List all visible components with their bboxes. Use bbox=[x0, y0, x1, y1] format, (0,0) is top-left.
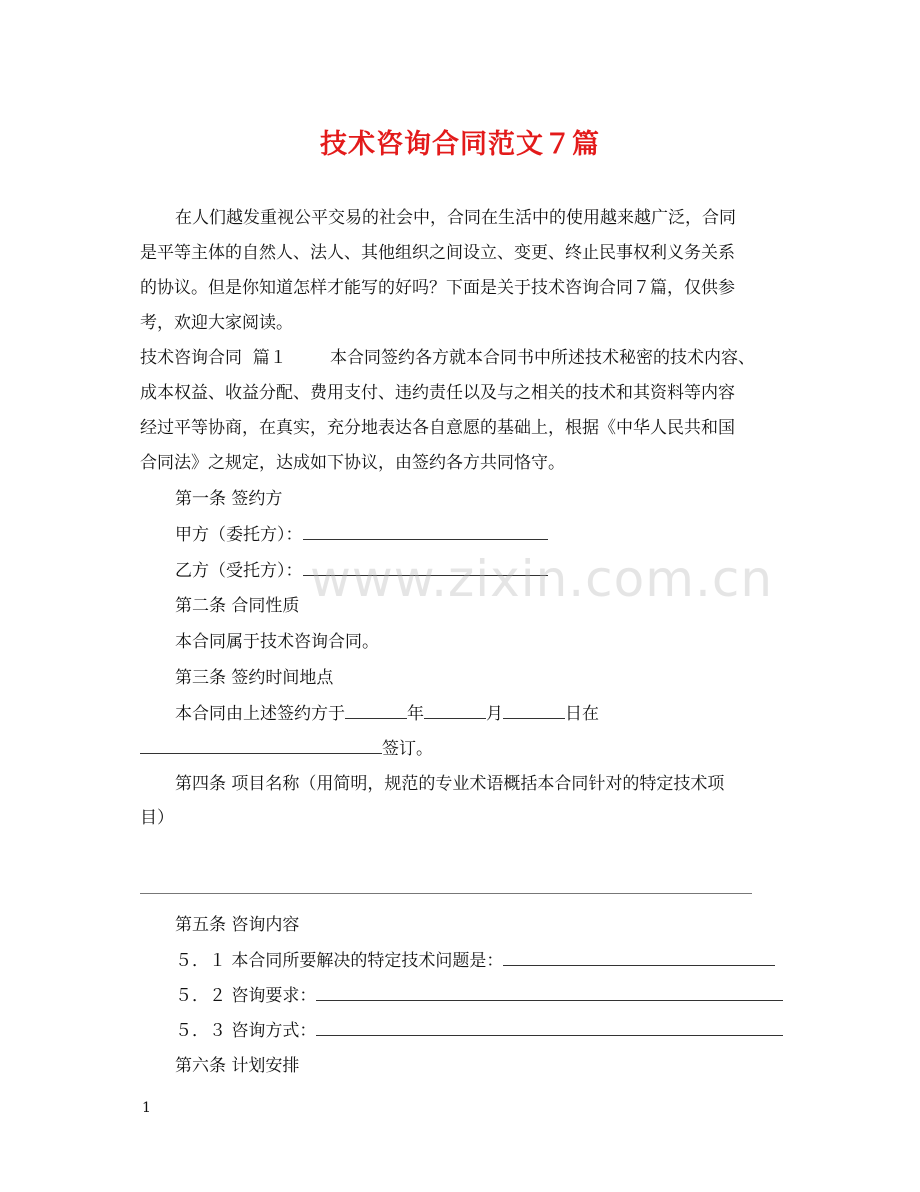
signing-place-row bbox=[140, 737, 433, 761]
page-number: 1 bbox=[142, 1100, 151, 1116]
section1-line-2: 成本权益、收益分配、费用支付、违约责任以及与之相关的技术和其资料等内容 bbox=[140, 383, 735, 403]
watermark: www.zixin.com.cn bbox=[310, 550, 774, 608]
intro-line-4: 考，欢迎大家阅读。 bbox=[140, 313, 293, 333]
year-label: 年 bbox=[407, 704, 424, 724]
project-name-blank[interactable] bbox=[140, 893, 752, 894]
article-2-text: 本合同属于技术咨询合同。 bbox=[175, 632, 379, 652]
item-5-1-label: ５．１ 本合同所要解决的特定技术问题是： bbox=[175, 951, 504, 971]
article-3-heading: 第三条 签约时间地点 bbox=[175, 668, 334, 688]
article-2-heading: 第二条 合同性质 bbox=[175, 596, 300, 616]
month-label: 月 bbox=[486, 704, 503, 724]
month-blank[interactable] bbox=[424, 704, 486, 719]
section1-line-3: 经过平等协商，在真实，充分地表达各自意愿的基础上，根据《中华人民共和国 bbox=[140, 418, 735, 438]
day-blank[interactable] bbox=[503, 704, 565, 719]
item-5-3-blank[interactable] bbox=[316, 1021, 783, 1036]
party-a-row bbox=[175, 523, 548, 547]
item-5-1-row bbox=[175, 949, 775, 973]
item-5-2-row bbox=[175, 984, 783, 1008]
signed-label: 签订。 bbox=[382, 739, 433, 759]
article-5-heading: 第五条 咨询内容 bbox=[175, 915, 300, 935]
article-3-text: 本合同由上述签约方于 bbox=[175, 704, 345, 724]
year-blank[interactable] bbox=[345, 704, 407, 719]
day-label: 日在 bbox=[565, 704, 599, 724]
party-a-label: 甲方（委托方）： bbox=[175, 525, 303, 545]
party-b-label: 乙方（受托方）： bbox=[175, 561, 303, 581]
section1-line-4: 合同法》之规定，达成如下协议，由签约各方共同恪守。 bbox=[140, 453, 565, 473]
article-4-line-1: 第四条 项目名称（用简明，规范的专业术语概括本合同针对的特定技术项 bbox=[175, 774, 725, 794]
party-a-blank[interactable] bbox=[303, 525, 548, 540]
section1-line-1: 技术咨询合同 篇１ 本合同签约各方就本合同书中所述技术秘密的技术内容、 bbox=[140, 348, 756, 368]
intro-line-1: 在人们越发重视公平交易的社会中，合同在生活中的使用越来越广泛，合同 bbox=[175, 208, 736, 228]
item-5-2-blank[interactable] bbox=[316, 986, 783, 1001]
article-4-line-2: 目） bbox=[140, 808, 174, 828]
place-blank[interactable] bbox=[140, 739, 382, 754]
article-1-heading: 第一条 签约方 bbox=[175, 489, 283, 509]
article-6-heading: 第六条 计划安排 bbox=[175, 1056, 300, 1076]
item-5-2-label: ５．２ 咨询要求： bbox=[175, 986, 317, 1006]
intro-line-2: 是平等主体的自然人、法人、其他组织之间设立、变更、终止民事权利义务关系 bbox=[140, 243, 735, 263]
item-5-3-row bbox=[175, 1019, 783, 1043]
document-title: 技术咨询合同范文７篇 bbox=[320, 129, 600, 160]
intro-line-3: 的协议。但是你知道怎样才能写的好吗？下面是关于技术咨询合同７篇，仅供参 bbox=[140, 278, 735, 298]
item-5-1-blank[interactable] bbox=[503, 951, 775, 966]
item-5-3-label: ５．３ 咨询方式： bbox=[175, 1021, 317, 1041]
article-3-date-row bbox=[175, 702, 599, 726]
